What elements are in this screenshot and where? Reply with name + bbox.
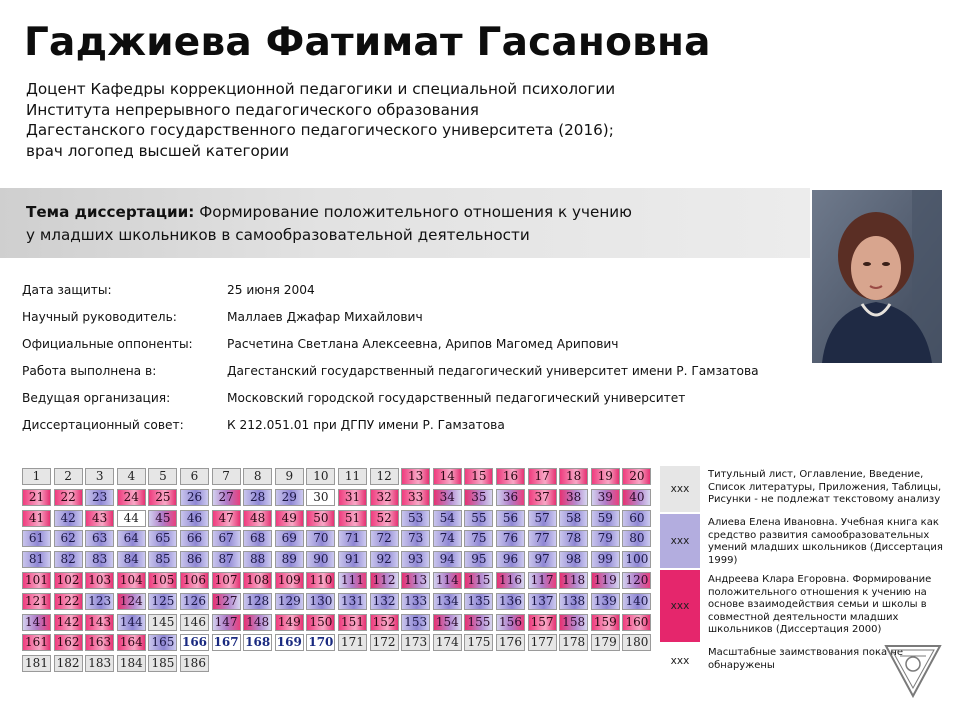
page-cell: 5 (148, 468, 177, 485)
page-cell: 88 (243, 551, 272, 568)
page-cell: 147 (212, 614, 241, 631)
page-cell: 43 (85, 510, 114, 527)
page-cell: 137 (528, 593, 557, 610)
page-cell: 98 (559, 551, 588, 568)
dissertation-theme (26, 201, 786, 247)
page-cell: 101 (22, 572, 51, 589)
page-cell: 57 (528, 510, 557, 527)
page-cell: 16 (496, 468, 525, 485)
legend-text: Андреева Клара Егоровна. Формирование положительного отношения к учению на основе взаимодействия семьи и школы в совместной деятельности младших школьников (Диссертация 2000) (708, 574, 932, 636)
info-key: Ведущая организация: (22, 391, 171, 405)
page-cell: 95 (464, 551, 493, 568)
page-cell: 139 (591, 593, 620, 610)
page-cell: 106 (180, 572, 209, 589)
page-cell: 145 (148, 614, 177, 631)
theme-line: Формирование положительного отношения к учению (199, 203, 632, 221)
page-cell: 80 (622, 530, 651, 547)
page-cell: 182 (54, 655, 83, 672)
legend-swatch: xxx (660, 644, 700, 678)
theme-label: Тема диссертации: (26, 203, 195, 221)
page-cell: 76 (496, 530, 525, 547)
page-cell: 2 (54, 468, 83, 485)
person-position (26, 79, 726, 161)
page-cell: 133 (401, 593, 430, 610)
page-cell: 28 (243, 489, 272, 506)
page-cell: 158 (559, 614, 588, 631)
page-cell: 148 (243, 614, 272, 631)
page-cell: 174 (433, 634, 462, 651)
page-cell: 164 (117, 634, 146, 651)
page-cell: 48 (243, 510, 272, 527)
page-cell: 184 (117, 655, 146, 672)
legend-swatch: xxx (660, 514, 700, 568)
page-cell: 86 (180, 551, 209, 568)
page-cell: 183 (85, 655, 114, 672)
page-cell: 128 (243, 593, 272, 610)
page-cell: 71 (338, 530, 367, 547)
page-cell: 20 (622, 468, 651, 485)
page-cell: 156 (496, 614, 525, 631)
page-cell: 110 (306, 572, 335, 589)
page-cell: 63 (85, 530, 114, 547)
info-value: К 212.051.01 при ДГПУ имени Р. Гамзатова (227, 418, 505, 432)
position-line: Института непрерывного педагогического образования (26, 100, 479, 119)
page-cell: 15 (464, 468, 493, 485)
page-cell: 64 (117, 530, 146, 547)
page-cell: 26 (180, 489, 209, 506)
position-line: Дагестанского государственного педагогического университета (2016); (26, 121, 614, 139)
page-cell: 162 (54, 634, 83, 651)
page-cell: 97 (528, 551, 557, 568)
page-cell: 167 (213, 635, 239, 650)
page-cell: 151 (338, 614, 367, 631)
page-cell: 59 (591, 510, 620, 527)
page-cell: 17 (528, 468, 557, 485)
page-cell: 53 (401, 510, 430, 527)
page-cell: 79 (591, 530, 620, 547)
page-cell: 73 (401, 530, 430, 547)
page-cell: 172 (370, 634, 399, 651)
page-cell: 11 (338, 468, 367, 485)
page-cell: 18 (559, 468, 588, 485)
page-cell: 125 (148, 593, 177, 610)
page-cell: 131 (338, 593, 367, 610)
page-cell: 109 (275, 572, 304, 589)
page-cell: 126 (180, 593, 209, 610)
page-cell: 4 (117, 468, 146, 485)
page-cell: 52 (370, 510, 399, 527)
page-cell: 30 (306, 489, 335, 506)
info-key: Работа выполнена в: (22, 364, 157, 378)
page-cell: 65 (148, 530, 177, 547)
position-line: врач логопед высшей категории (26, 141, 290, 160)
page-cell: 54 (433, 510, 462, 527)
legend-text: Титульный лист, Оглавление, Введение, Список литературы, Приложения, Таблицы, Рисунки - не подлежат текстовому анализу (708, 469, 942, 506)
page-cell: 49 (275, 510, 304, 527)
page-cell: 160 (622, 614, 651, 631)
page-cell: 176 (496, 634, 525, 651)
page-cell: 32 (370, 489, 399, 506)
page-cell: 41 (22, 510, 51, 527)
page-cell: 74 (433, 530, 462, 547)
page-cell: 114 (433, 572, 462, 589)
page-cell: 104 (117, 572, 146, 589)
page-cell: 149 (275, 614, 304, 631)
page-cell: 140 (622, 593, 651, 610)
page-cell: 169 (276, 635, 302, 650)
page-cell: 91 (338, 551, 367, 568)
page-cell: 46 (180, 510, 209, 527)
page-cell: 177 (528, 634, 557, 651)
page-cell: 8 (243, 468, 272, 485)
legend-swatch: xxx (660, 466, 700, 512)
page-cell: 181 (22, 655, 51, 672)
page-cell: 130 (306, 593, 335, 610)
page-cell: 124 (117, 593, 146, 610)
page-cell: 116 (496, 572, 525, 589)
page-cell: 153 (401, 614, 430, 631)
page-cell: 180 (622, 634, 651, 651)
page-cell: 146 (180, 614, 209, 631)
page-cell: 24 (117, 489, 146, 506)
legend-swatch: xxx (660, 570, 700, 642)
page-cell: 127 (212, 593, 241, 610)
page-cell: 67 (212, 530, 241, 547)
page-cell: 10 (306, 468, 335, 485)
page-cell: 144 (117, 614, 146, 631)
page-cell: 119 (591, 572, 620, 589)
page-cell: 157 (528, 614, 557, 631)
page-cell: 21 (22, 489, 51, 506)
page-cell: 93 (401, 551, 430, 568)
page-cell: 113 (401, 572, 430, 589)
page-cell: 115 (464, 572, 493, 589)
page-cell: 123 (85, 593, 114, 610)
page-cell: 99 (591, 551, 620, 568)
page-cell: 143 (85, 614, 114, 631)
page-cell: 23 (85, 489, 114, 506)
page-cell: 7 (212, 468, 241, 485)
info-key: Дата защиты: (22, 283, 112, 297)
info-value: Расчетина Светлана Алексеевна, Арипов Магомед Арипович (227, 337, 619, 351)
info-value: 25 июня 2004 (227, 283, 315, 297)
page-cell: 29 (275, 489, 304, 506)
page-cell: 81 (22, 551, 51, 568)
page-cell: 122 (54, 593, 83, 610)
info-key: Диссертационный совет: (22, 418, 184, 432)
page-cell: 42 (54, 510, 83, 527)
page-cell: 142 (54, 614, 83, 631)
page-cell: 179 (591, 634, 620, 651)
page-cell: 136 (496, 593, 525, 610)
page-cell: 186 (180, 655, 209, 672)
page-cell: 44 (117, 510, 146, 527)
page-cell: 25 (148, 489, 177, 506)
page-cell: 138 (559, 593, 588, 610)
info-value: Московский городской государственный педагогический университет (227, 391, 686, 405)
page-cell: 37 (528, 489, 557, 506)
page-cell: 1 (22, 468, 51, 485)
page-cell: 132 (370, 593, 399, 610)
page-cell: 72 (370, 530, 399, 547)
page-cell: 94 (433, 551, 462, 568)
page-cell: 185 (148, 655, 177, 672)
page-cell: 58 (559, 510, 588, 527)
page-cell: 69 (275, 530, 304, 547)
page-cell: 120 (622, 572, 651, 589)
page-cell: 103 (85, 572, 114, 589)
page-cell: 31 (338, 489, 367, 506)
page-cell: 19 (591, 468, 620, 485)
page-cell: 84 (117, 551, 146, 568)
page-cell: 6 (180, 468, 209, 485)
page-cell: 173 (401, 634, 430, 651)
page-cell: 150 (306, 614, 335, 631)
page-cell: 155 (464, 614, 493, 631)
page-cell: 13 (401, 468, 430, 485)
page-cell: 166 (181, 635, 208, 650)
page-cell: 105 (148, 572, 177, 589)
page-cell: 34 (433, 489, 462, 506)
page-cell: 60 (622, 510, 651, 527)
page-cell: 141 (22, 614, 51, 631)
portrait-photo (812, 190, 942, 363)
page-cell: 165 (148, 634, 177, 651)
page-cell: 9 (275, 468, 304, 485)
page-cell: 154 (433, 614, 462, 631)
page-cell: 68 (243, 530, 272, 547)
page-cell: 112 (370, 572, 399, 589)
page-cell: 85 (148, 551, 177, 568)
page-cell: 168 (245, 635, 271, 650)
page-cell: 117 (528, 572, 557, 589)
page-cell: 83 (85, 551, 114, 568)
theme-line: у младших школьников в самообразовательной деятельности (26, 226, 530, 244)
person-name: Гаджиева Фатимат Гасановна (24, 20, 711, 65)
page-cell: 108 (243, 572, 272, 589)
page-cell: 14 (433, 468, 462, 485)
page-cell: 47 (212, 510, 241, 527)
page-cell: 82 (54, 551, 83, 568)
page-cell: 75 (464, 530, 493, 547)
page-cell: 56 (496, 510, 525, 527)
page-cell: 161 (22, 634, 51, 651)
page-cell: 159 (591, 614, 620, 631)
info-value: Маллаев Джафар Михайлович (227, 310, 423, 324)
page-cell: 66 (180, 530, 209, 547)
page-cell: 39 (591, 489, 620, 506)
page-cell: 55 (464, 510, 493, 527)
info-key: Научный руководитель: (22, 310, 177, 324)
page-cell: 62 (54, 530, 83, 547)
page-cell: 38 (559, 489, 588, 506)
page-cell: 96 (496, 551, 525, 568)
page-cell: 12 (370, 468, 399, 485)
page-cell: 51 (338, 510, 367, 527)
page-cell: 107 (212, 572, 241, 589)
page-cell: 111 (338, 572, 367, 589)
page-cell: 129 (275, 593, 304, 610)
page-cell: 70 (306, 530, 335, 547)
page-cell: 22 (54, 489, 83, 506)
page-cell: 118 (559, 572, 588, 589)
legend-text: Алиева Елена Ивановна. Учебная книга как средство развития самообразовательных умений младших школьников (Диссертация 1999) (708, 517, 943, 566)
page-cell: 89 (275, 551, 304, 568)
page-cell: 121 (22, 593, 51, 610)
page-cell: 87 (212, 551, 241, 568)
info-key: Официальные оппоненты: (22, 337, 193, 351)
page-cell: 100 (622, 551, 651, 568)
page-cell: 135 (464, 593, 493, 610)
page-cell: 27 (212, 489, 241, 506)
page-cell: 50 (306, 510, 335, 527)
page-cell: 35 (464, 489, 493, 506)
page-cell: 175 (464, 634, 493, 651)
position-line: Доцент Кафедры коррекционной педагогики и специальной психологии (26, 80, 616, 98)
page-cell: 102 (54, 572, 83, 589)
page-cell: 45 (148, 510, 177, 527)
page-cell: 33 (401, 489, 430, 506)
page-cell: 152 (370, 614, 399, 631)
page-cell: 92 (370, 551, 399, 568)
page-cell: 78 (559, 530, 588, 547)
page-cell: 178 (559, 634, 588, 651)
page-cell: 170 (308, 635, 334, 650)
page-cell: 77 (528, 530, 557, 547)
legend-text: Масштабные заимствования пока не обнаружены (708, 647, 904, 671)
page-cell: 3 (85, 468, 114, 485)
dissernet-seal-icon (880, 636, 946, 702)
info-value: Дагестанский государственный педагогический университет имени Р. Гамзатова (227, 364, 759, 378)
page-cell: 40 (622, 489, 651, 506)
page-cell: 171 (338, 634, 367, 651)
page-cell: 90 (306, 551, 335, 568)
page-cell: 163 (85, 634, 114, 651)
page-cell: 61 (22, 530, 51, 547)
page-cell: 134 (433, 593, 462, 610)
page-cell: 36 (496, 489, 525, 506)
